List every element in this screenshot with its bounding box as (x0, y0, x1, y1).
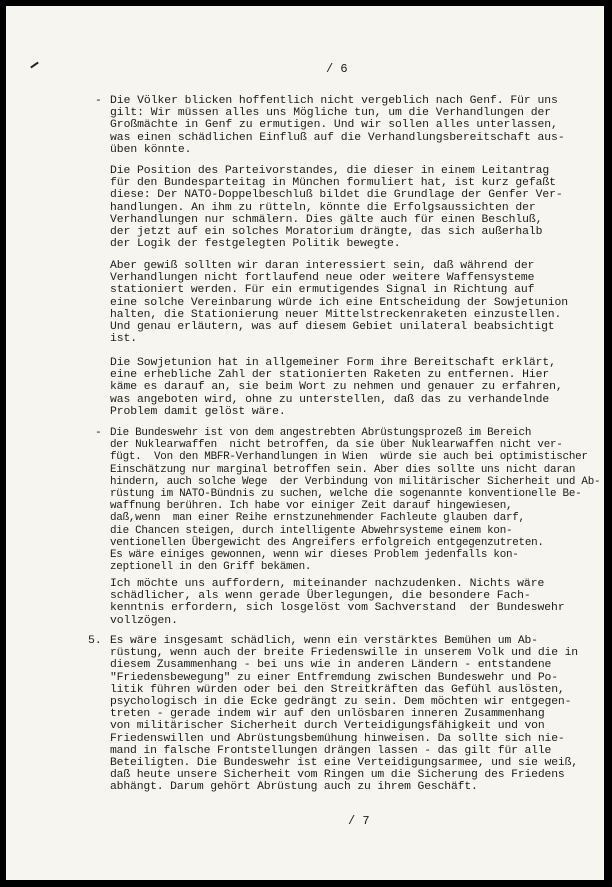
paragraph-sowjetunion: Die Sowjetunion hat in allgemeiner Form ihre Bereitschaft erklärt, eine erhebliche Zahl der stationierten Raketen zu entfernen. Hier käme es darauf an, sie beim Wort zu nehmen und genauer zu erfahren, was angeboten wird, ohne zu unterstellen, daß das zu verhandelnde Problem damit gelöst wäre. (110, 357, 563, 418)
pen-mark (30, 62, 39, 69)
bullet-dash-2: - (95, 427, 102, 439)
document-page (6, 6, 604, 880)
page-number-bottom: / 7 (348, 814, 370, 828)
section-number-5: 5. (88, 635, 102, 647)
paragraph-parteivorstand: Die Position des Parteivorstandes, die dieser in einem Leitantrag für den Bundesparteitag in München formuliert hat, ist kurz gefaßt diese: Der NATO-Doppelbeschluß bildet die Grundlage der Genfer Ver- handlungen. An ihm zu rütteln, könnte die Erfolgsaussichten der Verhandlungen nur schmälern. Dies gälte auch für einen Beschluß, der jetzt auf ein solches Moratorium drängte, das sich außerhalb der Logik der festgelegten Politik bewegte. (110, 165, 563, 251)
paragraph-nachdenken: Ich möchte uns auffordern, miteinander nachzudenken. Nichts wäre schädlicher, als wenn gerade Überlegungen, die besondere Fach- kenntnis erfordern, sich losgelöst vom Sachverstand der Bundeswehr vollzögen. (110, 578, 565, 627)
paragraph-waffensysteme: Aber gewiß sollten wir daran interessiert sein, daß während der Verhandlungen nicht fortlaufend neue oder weitere Waffensysteme stationiert werden. Für ein ermutigendes Signal in Richtung auf eine solche Vereinbarung würde ich eine Entscheidung der Sowjetunion halten, die Stationierung neuer Mittelstreckenraketen einzustellen. Und genau erläutern, was auf diesem Gebiet unilateral beabsichtigt ist. (110, 260, 569, 346)
paragraph-bundeswehr: Die Bundeswehr ist von dem angestrebten Abrüstungsprozeß im Bereich der Nuklearwaffen nicht betroffen, da sie über Nuklearwaffen nicht ver- fügt. Von den MBFR-Verhandlungen in Wien würde sie auch bei optimistischer Einschätzung nur marginal betroffen sein. Aber dies sollte uns nicht daran hindern, auch solche Wege der Verbindung von militärischer Sicherheit und Ab- rüstung im NATO-Bündnis zu suchen, welche die sogenannte konventionelle Be- waffnung berühren. Ich habe vor einiger Zeit darauf hingewiesen, daß,wenn man einer Reihe ernstzunehmender Fachleute glauben darf, die Chancen steigen, durch intelligente Abwehrsysteme einem kon- ventionellen Übergewicht des Angreifers erfolgreich entgegenzutreten. Es wäre einiges gewonnen, wenn wir dieses Problem jedenfalls kon- zeptionell in den Griff bekämen. (110, 427, 601, 574)
paragraph-section-5: Es wäre insgesamt schädlich, wenn ein verstärktes Bemühen um Ab- rüstung, wenn auch der breite Friedenswille in unserem Volk und die in diesem Zusammenhang - bei uns wie in anderen Ländern - entstandene "Friedensbewegung" zu einer Entfremdung zwischen Bundeswehr und Po- litik führen würden oder bei den Streitkräften das Gefühl auslösten, psychologisch in die Ecke gedrängt zu sein. Dem möchten wir entgegen- treten - gerade indem wir auf den unlösbaren inneren Zusammenhang von militärischer Sicherheit durch Verteidigungsfähigkeit und von Friedenswillen und Abrüstungsbemühung hinweisen. Da sollte sich nie- mand in falsche Frontstellungen drängen lassen - das gilt für alle Beteiligten. Die Bundeswehr ist eine Verteidigungsarmee, und sie weiß, daß heute unsere Sicherheit vom Ringen um die Sicherung des Friedens abhängt. Darum gehört Abrüstung auch zu ihrem Geschäft. (110, 635, 578, 794)
page-number-top: / 6 (326, 62, 348, 76)
bullet-dash-1: - (95, 95, 102, 107)
paragraph-genf: Die Völker blicken hoffentlich nicht vergeblich nach Genf. Für uns gilt: Wir müssen alles uns Mögliche tun, um die Verhandlungen der Großmächte in Genf zu ermutigen. Und wir sollen alles unterlassen, was einen schädlichen Einfluß auf die Verhandlungsbereitschaft aus- üben könnte. (110, 95, 565, 156)
